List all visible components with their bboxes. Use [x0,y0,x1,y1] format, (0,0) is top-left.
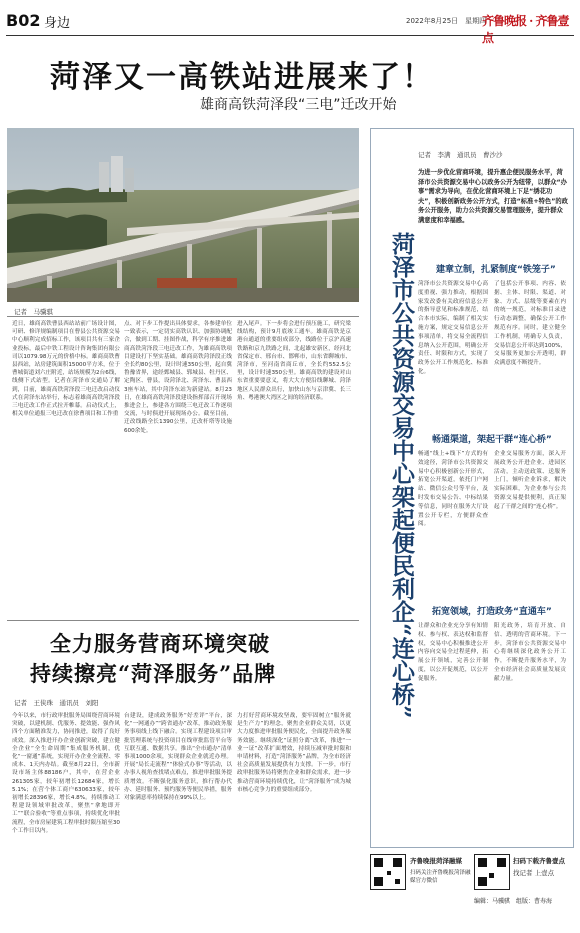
qr-code-icon[interactable] [370,854,406,890]
section2-column-b: 企业交易服务方面，深入开展政务公开进企业、进园区活动，主动送政策、送服务上门，倾听企业诉求，解决实际困难，为企业参与公共资源交易提供便利，真正架起了干群之间的“连心桥”。 [494,451,566,510]
sidebar-byline: 记者 李满 通讯员 曹沙沙 [418,151,503,159]
page-footer [370,850,574,925]
page-number: B02 [6,11,41,30]
article2-column-1: 今年以来，市行政审批服务局围绕营商环境突破，以建机制、优服务、提效能、强作风四个方面精准发力，协同推进，取得了良好成效。深入推进开办企业创新突破，建立健全企业“全生命周期”集成服务机制，优化“一窗通”系统，实现开办企业全流程、零成本、1天内办结。截至8月22日，全市新设市场主体88186户，其中，在营企业261305家，较年初增长12684家，增长5.1%；在营个体工商户630633家，较年初增长28396家，增长4.8%。持续推动工程建设领域审批改革，聚焦“拿地即开工”“联合验收”等重点事项，持续优化审批流程，全市房屋建筑工程审批时限压缩至30个工作日以内。 [12,713,120,834]
article2-column-3: 力打好营商环境攻坚战，要牢固树立“服务就是生产力”的理念，聚焦企业群众关切，以更大力度推进审批服务便民化，全面提升政务服务效能。继续深化“证照分离”改革，推进“一业一证”改革扩面增效，持续压减审批时限和申请材料，打造“菏泽服务”品牌，为全市经济社会高质量发展提供有力支撑。下一步，市行政审批服务局将聚焦企业和群众需求，进一步推动营商环境持续优化，让“菏泽服务”成为城市核心竞争力的重要组成部分。 [237,713,351,793]
divider [7,316,359,317]
article-column-1: 近日，雄商高铁曹县西站站前广场设计图，可研、修详规编制项目在曹县公共资源交易中心顺利完成招标工作，该项目共有三家企业投标，最后中铁工程设计咨询集团有限公司以1079.98万元的价格中标。雄商高铁曹县西站，站房建筑面积15000平方米，位于曹城街道刘六庄附近，站场规模为2台6线，线侧下式站型。记者在菏泽市交通局了解到，目前，雄商高铁菏泽段三电迁改启动仪式在菏泽东站举行，标志着雄商高铁菏泽段三电迁改工作正式拉开帷幕。启动仪式上，相关单位通报三电迁改在徐曹项目和工作重 [12,321,120,418]
section3-title: 拓宽领域，打造政务“直通车” [432,607,552,617]
footer-editor: 编辑：马骥骐 组版：曹寿海 [474,898,553,905]
issue-date: 2022年8月25日 星期四 [406,17,487,25]
footer-right-label: 扫码下载齐鲁壹点 [513,857,565,865]
sidebar-vertical-title: 菏泽市公共资源交易中心架起便民利企“连心桥” [388,232,415,719]
article-subhead: 雄商高铁菏泽段“三电”迁改开始 [200,97,397,113]
section2-title: 畅通渠道，架起干群“连心桥” [432,435,552,445]
footer-right-sub: 找记者 上壹点 [513,869,555,877]
section2-column-a: 畅通“线上+线下”方式的有效途径，菏泽市公共资源交易中心积极创新公开形式，拓宽公开渠道，依托门户网站、微信公众号等平台，及时发布交易公告、中标结果等信息，同时在服务大厅设置公开专栏，方便群众查阅。 [418,451,488,528]
article-column-2: 点、对下步工作提出具体要求，各参建单位一致表示，一定切实高铁认识、加强协调配合，做到工期、挂图作战，科学有序推进雄商高铁菏泽段三电迁改工作，为雄商高铁项目建设打下坚实基础。雄商高铁菏泽段正线全长约80公里，设计时速350公里，起自冀鲁豫省界，途经鄄城县、郓城县、牡丹区、定陶区、曹县，设菏泽北、菏泽东、曹县西3座车站，其中菏泽东站为新建站。8月23日，在雄商高铁菏泽段建设指挥部召开现场推进会上，参建各方围绕三电迁改工作逐项交流，与时俱进开展现场办公。截至目前，迁改线路全长1390公里，迁改杆塔等设施600余处。 [124,321,232,434]
section3-column-a: 让群众和企业充分享有知情权、参与权、表达权和监督权，交易中心积极推进公开内容向交易全过程延伸，拓展公开领域，完善公开制度，以公开促规范，以公开促服务。 [418,623,488,682]
article-byline: 记者 马骥骐 [14,308,53,316]
section-name: 身边 [44,16,71,31]
page-header [6,4,574,45]
article2-headline-line1: 全力服务营商环境突破 [50,631,270,656]
newspaper-logo: 齐鲁晚报 · 齐鲁壹点 [482,14,569,45]
section1-column-b: 了包括公开事项、内容、依据、主体、时限、渠道、对象、方式、层级等要素在内的统一规范，对标准目录进行动态调整，确保公开工作规范有序。同时，建立健全工作机制，明确专人负责，交易信息公开率达到100%，交易服务更加公开透明，群众满意度不断提升。 [494,281,566,367]
article2-byline: 记者 王侠珠 通讯员 刘阳 [14,699,99,707]
sidebar-lead: 为进一步优化营商环境，提升惠企便民服务水平，菏泽市公共资源交易中心以政务公开为纽带，以群众“办事”需求为导向，在优化营商环境上下足“绣花功夫”，积极创新政务公开方式，打造“标准+特色”的政务公开服务，助力公共资源交易管理服务，提升群众满意度和幸福感。 [418,169,568,224]
qr-code-icon[interactable] [474,854,510,890]
section1-column-a: 菏泽市公共资源交易中心高度重视、强力推动，根据国家发改委有关政府信息公开的指导意见和标准规范，结合本市实际，编制了相关实施方案，规定交易信息公开事项清单，将交易全流程信息纳入公开范围，明确公开责任、时限和方式，实现了政务公开工作规范化、标准化。 [418,281,488,375]
railway-construction-photo [7,128,359,302]
article2-headline-line2: 持续擦亮“菏泽服务”品牌 [30,661,277,686]
divider [7,620,359,621]
article-headline: 菏泽又一高铁站进展来了！ [50,60,434,95]
article2-column-2: 台建设，建成政务服务“好差评”平台，深化“一网通办”“跨省通办”改革，推动政务服务事项线上线下融合。实现工程建设项目审批管理系统与投资项目在线审批监管平台等互联互通、数据共享。推出“全市通办”清单事项1000余项，实现群众企业就近办理。开展“局长走流程”“体验式办事”等活动，以办事人视角查找堵点难点，推进审批服务提质增效。不断强化服务意识，推行帮办代办、延时服务、预约服务等便民举措，服务对象满意率持续保持在99%以上。 [124,713,232,802]
photo-illustration [7,128,359,302]
footer-left-label: 齐鲁晚报菏泽融媒 [410,857,462,865]
section1-title: 建章立制，扎紧制度“铁笼子” [436,265,556,275]
footer-left-sub: 扫码关注齐鲁晚报菏泽融媒官方微信 [410,870,471,884]
article-column-3: 进入尾声。下一步将会进行预压施工，研究梁线结构，预计9月底竣工通车。雄商高铁是京港台通道的重要组成部分，线路位于京沪高速铁路和京九铁路之间，北起雄安新区，经河北省保定市、邢台市、邯郸市，山东省聊城市、菏泽市，至河南省商丘市，全长约552.5公里，设计时速350公里。雄商高铁的建设对山东省重要要意义，将大大方便沿线聊城、菏泽地区人民群众出行，加快山东与京津冀、长三角、粤港澳大湾区之间的经济联系。 [237,321,351,401]
section3-column-b: 阳光政务，培育开放、自信、透明的营商环境。下一步，菏泽市公共资源交易中心将继续深化政务公开工作，不断提升服务水平，为全市经济社会高质量发展贡献力量。 [494,623,566,682]
